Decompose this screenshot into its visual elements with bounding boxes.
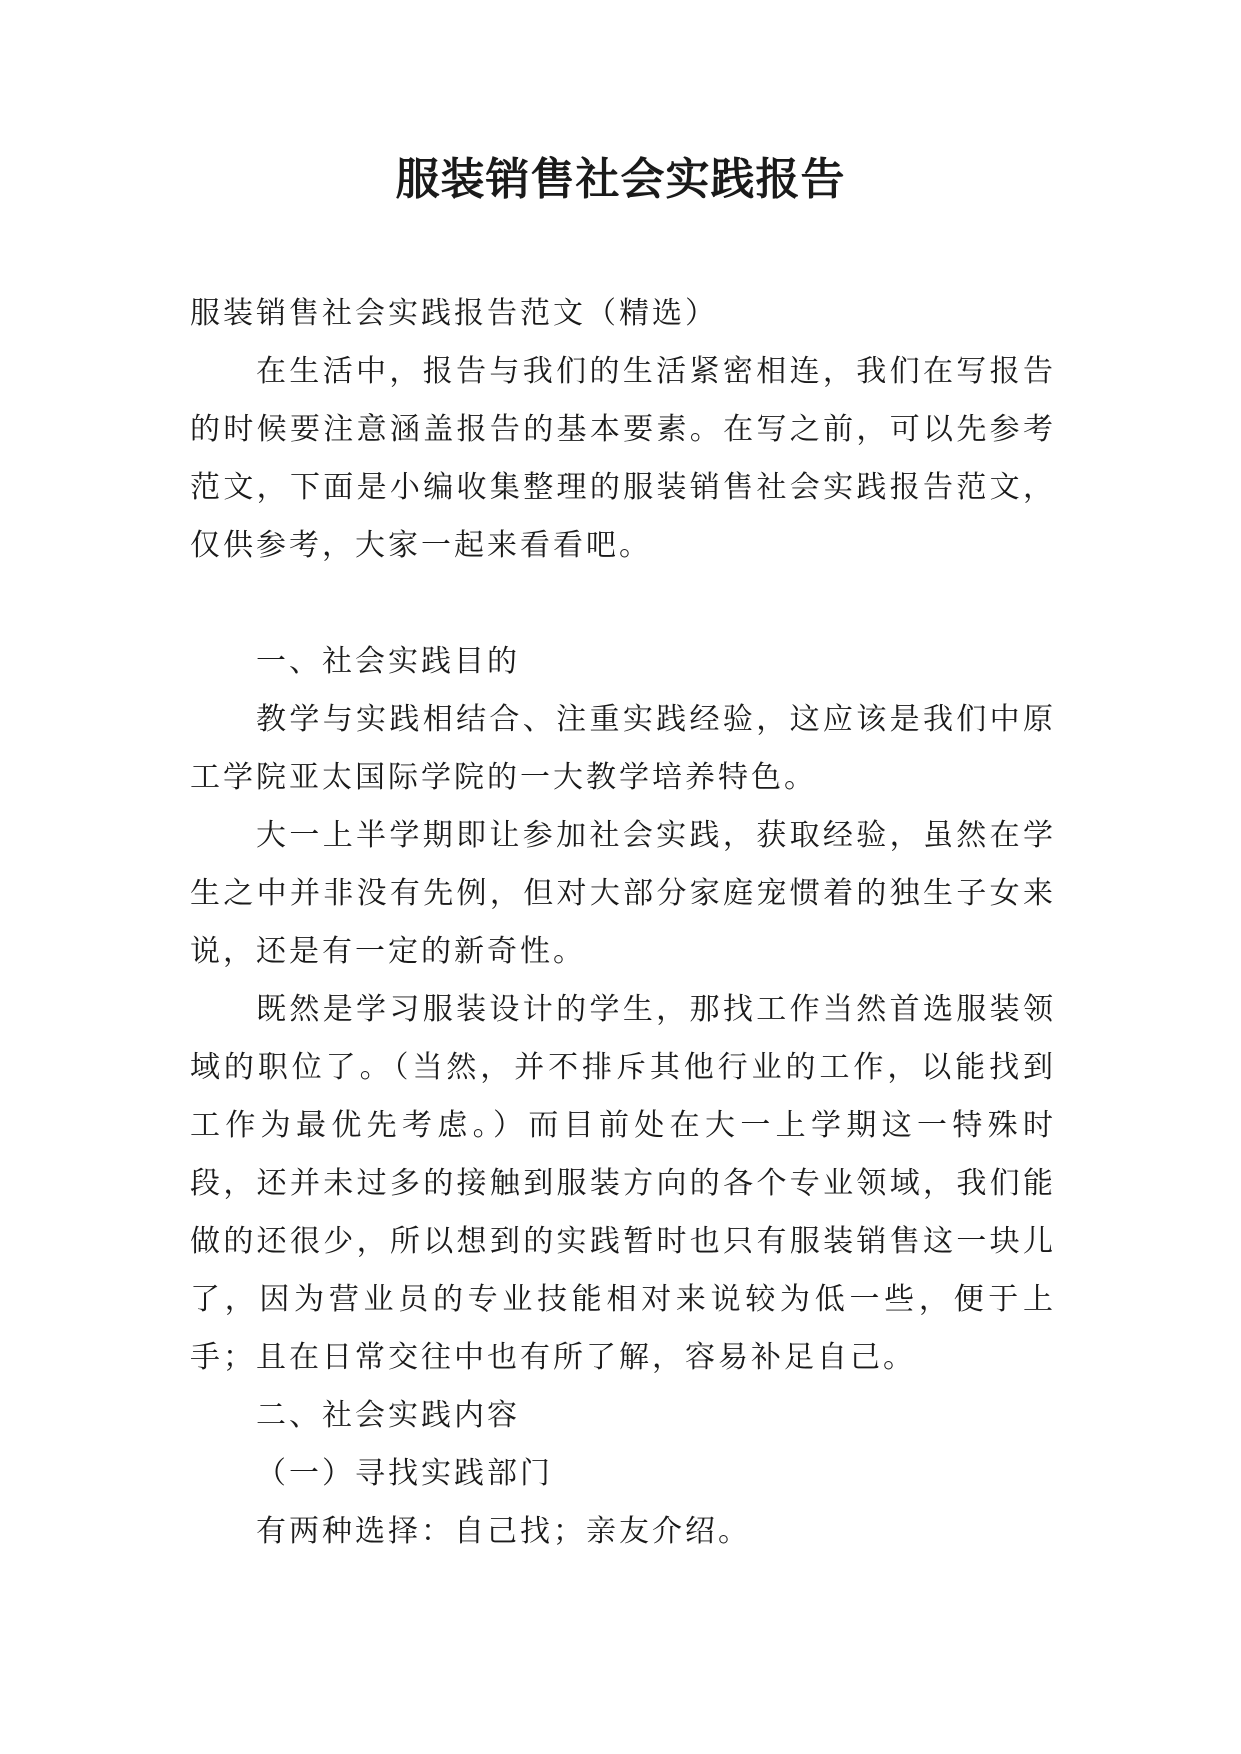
purpose-paragraph-1: 教学与实践相结合、注重实践经验，这应该是我们中原工学院亚太国际学院的一大教学培养特色。	[190, 702, 1056, 795]
document-body	[190, 285, 1056, 1561]
document-title: 服装销售社会实践报告	[395, 154, 846, 205]
section-heading-content: 二、社会实践内容	[256, 1398, 520, 1433]
purpose-paragraph-2: 大一上半学期即让参加社会实践，获取经验，虽然在学生之中并非没有先例，但对大部分家庭宠惯着的独生子女来说，还是有一定的新奇性。	[190, 818, 1056, 969]
content-paragraph-1: 有两种选择：自己找；亲友介绍。	[256, 1514, 751, 1549]
document-subtitle: 服装销售社会实践报告范文（精选）	[190, 296, 718, 331]
section-heading-purpose: 一、社会实践目的	[256, 644, 520, 679]
paragraph-gap	[190, 575, 1056, 633]
intro-paragraph: 在生活中，报告与我们的生活紧密相连，我们在写报告的时候要注意涵盖报告的基本要素。在写之前，可以先参考范文，下面是小编收集整理的服装销售社会实践报告范文，仅供参考，大家一起来看看吧。	[190, 354, 1056, 563]
subsection-heading-find-department: （一）寻找实践部门	[256, 1456, 553, 1491]
purpose-paragraph-3: 既然是学习服装设计的学生，那找工作当然首选服装领域的职位了。（当然，并不排斥其他行业的工作，以能找到工作为最优先考虑。）而目前处在大一上学期这一特殊时段，还并未过多的接触到服装方向的各个专业领域，我们能做的还很少，所以想到的实践暂时也只有服装销售这一块儿了，因为营业员的专业技能相对来说较为低一些，便于上手；且在日常交往中也有所了解，容易补足自己。	[190, 992, 1056, 1375]
